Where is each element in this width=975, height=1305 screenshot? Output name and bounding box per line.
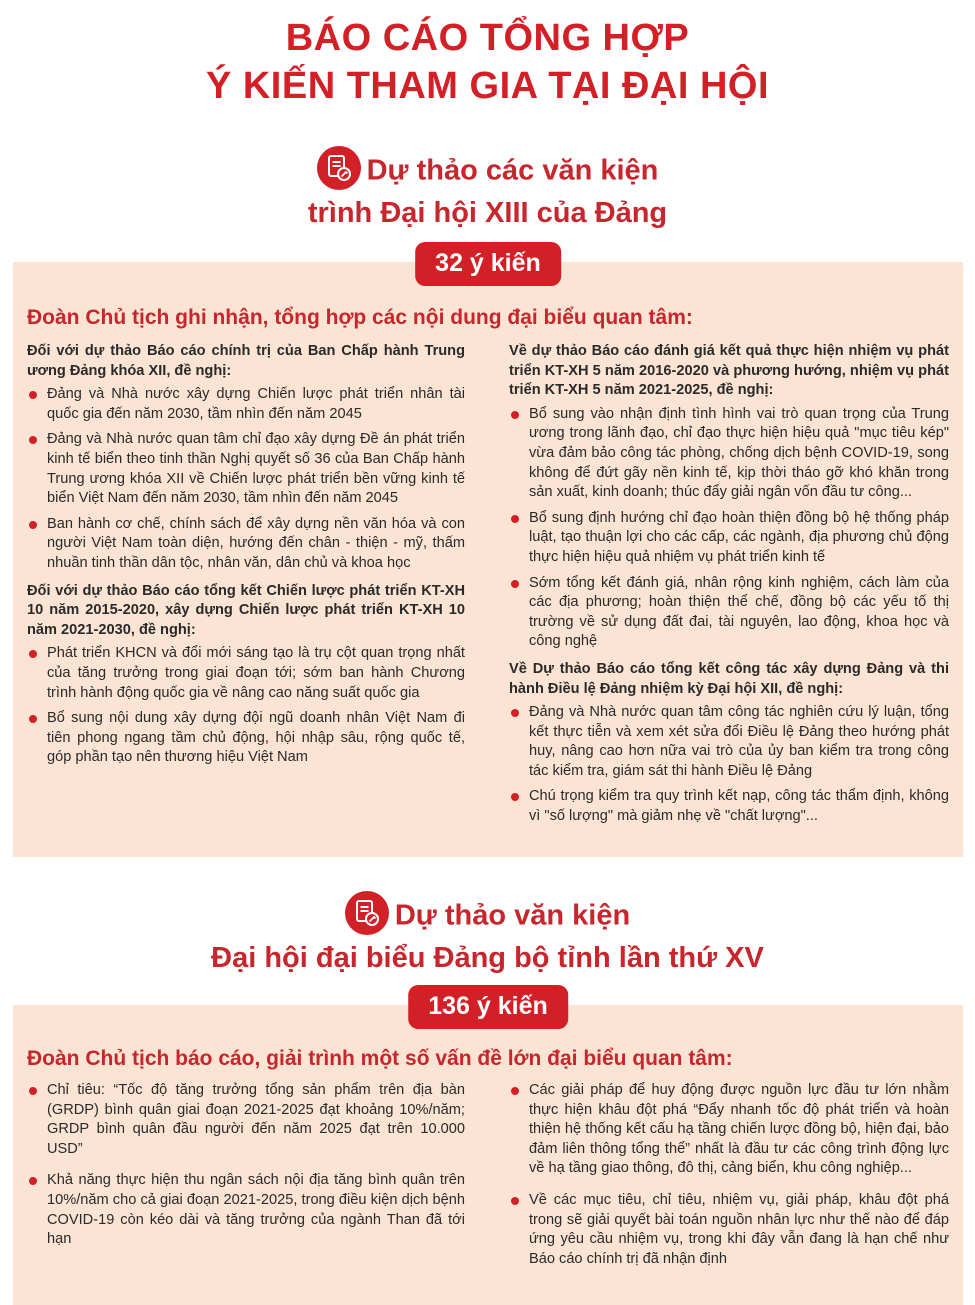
section1-heading [0,150,975,232]
section1-left-column [27,342,465,776]
list-item: Đảng và Nhà nước xây dựng Chiến lược phát triển nhân tài quốc gia đến năm 2030, tầm nhìn đến năm 2045 [27,385,465,424]
section2-count-badge: 136 ý kiến [408,985,568,1029]
list-item: Sớm tổng kết đánh giá, nhân rộng kinh nghiệm, cách làm của các địa phương; hoàn thiện thể chế, đồng bộ các yếu tố thị trường về sử dụng đất đai, tài nguyên, lao động, khoa học và công nghệ [509,574,949,652]
document-edit-icon [345,891,389,935]
section1-heading-line1: Dự thảo các văn kiện [366,154,659,187]
list-item: Bổ sung nội dung xây dựng đội ngũ doanh nhân Việt Nam đi tiên phong ngang tầm chủ động, hội nhập sâu, rộng quốc tế, góp phần tạo nên thương hiệu Việt Nam [27,709,465,768]
list-item: Bổ sung vào nhận định tình hình vai trò quan trọng của Trung ương trong lãnh đạo, chỉ đạo thực hiện hiệu quả "mục tiêu kép" vừa đảm bảo công tác phòng, chống dịch bệnh COVID-19, song không để đứt gãy nền kinh tế, kịp thời tháo gỡ khó khăn trong sản xuất, kinh doanh; thúc đẩy giải ngân vốn đầu tư công... [509,405,949,503]
list-item: Đảng và Nhà nước quan tâm công tác nghiên cứu lý luận, tổng kết thực tiễn và xem xét sửa đổi Điều lệ Đảng theo hướng phát huy, nâng cao hơn nữa vai trò của ủy ban kiểm tra trong công tác kiểm tra, giám sát thi hành Điều lệ Đảng [509,703,949,781]
section1-left-block [27,342,465,574]
section1-left-block [27,582,465,768]
list-item: Về các mục tiêu, chỉ tiêu, nhiệm vụ, giải pháp, khâu đột phá trong sẽ giải quyết bài toán nguồn nhân lực như thế nào để đáp ứng yêu cầu nhiệm vụ, trong khi đây vẫn đang là hạn chế như Báo cáo chính trị đã nhận định [509,1191,949,1269]
section1-subtitle: Đoàn Chủ tịch ghi nhận, tổng hợp các nội dung đại biểu quan tâm: [27,306,693,329]
bullet-list [509,405,949,652]
bullet-list [509,703,949,827]
section1-right-block [509,342,949,652]
document-edit-icon [317,146,361,190]
section1-panel [13,249,963,857]
bullet-list [509,1081,949,1269]
page-title-line1: BÁO CÁO TỔNG HỢP [285,17,690,59]
section2-left-column [27,1081,465,1256]
section1-right-column [509,342,949,835]
bullet-list [27,385,465,573]
list-item: Đảng và Nhà nước quan tâm chỉ đạo xây dựng Đề án phát triển kinh tế biển theo tinh thần Nghị quyết số 36 của Ban Chấp hành Trung ương khóa XII về Chiến lược phát triển bền vững kinh tế biển Việt Nam đến năm 2030, tầm nhìn đến năm 2045 [27,430,465,508]
section2-heading [0,895,975,977]
section2-right-column [509,1081,949,1275]
section2-panel [13,992,963,1305]
list-item: Phát triển KHCN và đổi mới sáng tạo là trụ cột quan trọng nhất của tăng trưởng trong giai đoạn tới; sớm ban hành Chương trình hành động quốc gia về nâng cao năng suất quốc gia [27,644,465,703]
page-title-line2: Ý KIẾN THAM GIA TẠI ĐẠI HỘI [205,65,770,107]
section1-heading-line2: trình Đại hội XIII của Đảng [307,197,668,229]
section2-subtitle: Đoàn Chủ tịch báo cáo, giải trình một số vấn đề lớn đại biểu quan tâm: [27,1047,733,1070]
bullet-list [27,644,465,768]
block-intro: Đối với dự thảo Báo cáo tổng kết Chiến lược phát triển KT-XH 10 năm 2015-2020, xây dựng Chiến lược phát triển KT-XH 10 năm 2021-2030, đề nghị: [27,582,465,638]
list-item: Chú trọng kiểm tra quy trình kết nạp, công tác thẩm định, không vì "số lượng" mà giảm nhẹ về "chất lượng"... [509,787,949,826]
section2-heading-line1: Dự thảo văn kiện [394,899,631,932]
block-intro: Về dự thảo Báo cáo đánh giá kết quả thực hiện nhiệm vụ phát triển KT-XH 5 năm 2016-2020 và phương hướng, nhiệm vụ phát triển KT-XH 5 năm 2021-2025, đề nghị: [509,343,949,399]
list-item: Chỉ tiêu: “Tốc độ tăng trưởng tổng sản phẩm trên địa bàn (GRDP) bình quân giai đoạn 2021-2025 đạt khoảng 10%/năm; GRDP bình quân đầu người đến năm 2025 đạt trên 10.000 USD” [27,1081,465,1159]
section1-right-block [509,660,949,827]
list-item: Khả năng thực hiện thu ngân sách nội địa tăng bình quân trên 10%/năm cho cả giai đoạn 2021-2025, trong điều kiện dịch bệnh COVID-19 còn kéo dài và tăng trưởng của ngành Than đã tới hạn [27,1171,465,1249]
block-intro: Về Dự thảo Báo cáo tổng kết công tác xây dựng Đảng và thi hành Điều lệ Đảng nhiệm kỳ Đại hội XII, đề nghị: [509,660,949,697]
list-item: Các giải pháp để huy động được nguồn lực đầu tư lớn nhằm thực hiện khâu đột phá “Đẩy nhanh tốc độ phát triển và hoàn thiện hệ thống kết cấu hạ tầng chiến lược đồng bộ, hiện đại, bảo đảm liên thông tổng thể” nhất là đầu tư các công trình động lực về hạ tầng giao thông, đô thị, cảng biển, khu công nghiệp... [509,1081,949,1179]
list-item: Ban hành cơ chế, chính sách để xây dựng nền văn hóa và con người Việt Nam toàn diện, hướng đến chân - thiện - mỹ, thấm nhuần tinh thần dân tộc, nhân văn, dân chủ và khoa học [27,515,465,574]
section2-heading-line2: Đại hội đại biểu Đảng bộ tỉnh lần thứ XV [211,942,764,974]
block-intro: Đối với dự thảo Báo cáo chính trị của Ban Chấp hành Trung ương Đảng khóa XII, đề nghị: [27,343,465,379]
page-title [0,14,975,110]
list-item: Bổ sung định hướng chỉ đạo hoàn thiện đồng bộ hệ thống pháp luật, tạo thuận lợi cho các cấp, các ngành, địa phương chủ động thực hiện hiệu quả nhiệm vụ phát triển kinh tế [509,509,949,568]
bullet-list [27,1081,465,1250]
section1-count-badge: 32 ý kiến [415,242,561,286]
